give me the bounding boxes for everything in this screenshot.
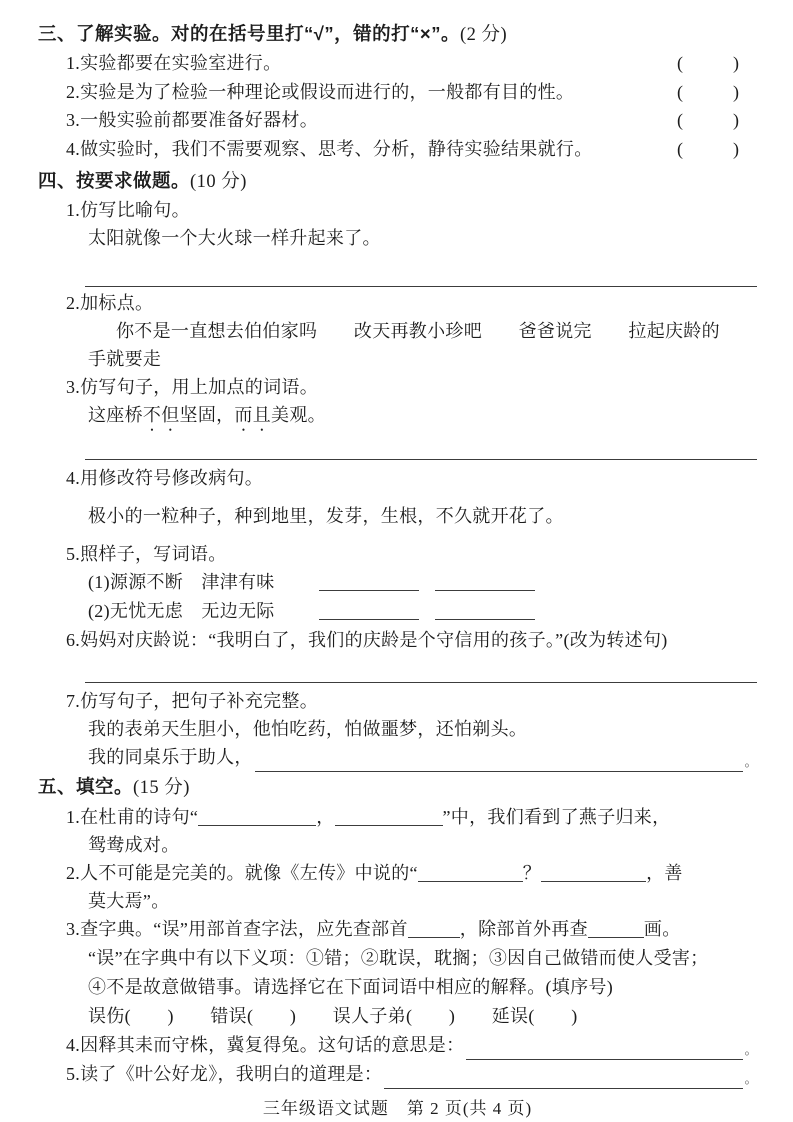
section4-title: 四、按要求做题。 [38,170,191,191]
q5-2-line2: 莫大焉”。 [88,891,170,911]
close-paren: ) [733,110,739,130]
sentence-part: 这座桥 [88,405,143,425]
true-false-item-3 [66,106,757,135]
item-text: 1.实验都要在实验室进行。 [66,53,282,73]
stem-text: 2.人不可能是完美的。就像《左传》中说的“ [66,863,418,883]
stem-text: 1.在杜甫的诗句“ [66,807,199,827]
section3-title: 三、了解实验。对的在括号里打“√”，错的打“×”。 [38,23,460,44]
section5-title: 五、填空。 [38,776,134,797]
word-examples: (1)源源不断 津津有味 [88,572,275,592]
answer-blank [319,572,419,591]
true-false-item-1 [66,49,757,78]
answer-blank [319,601,419,620]
answer-blank [335,807,443,826]
open-paren: ( [677,138,683,159]
open-paren: ( [677,110,683,130]
stem-text: ，除部首外再查 [459,919,588,939]
q5-1-line1 [66,803,757,831]
q4-2-sentence-line1: 你不是一直想去伯伯家吗 改天再教小珍吧 爸爸说完 拉起庆龄的 [116,321,720,341]
close-paren: ) [733,81,739,102]
answer-blank [418,863,523,882]
q4-2-sentence-line2: 手就要走 [88,349,162,369]
true-false-item-4 [66,135,757,164]
stem-text: 5.读了《叶公好龙》，我明白的道理是： [66,1064,383,1084]
q4-1-label: 1.仿写比喻句。 [66,200,190,220]
open-paren: ( [677,53,683,73]
answer-brackets [677,78,739,107]
answer-blank [588,919,644,938]
emphasized-word: 不但 [142,405,180,425]
open-paren: ( [677,81,683,102]
q4-1-example: 太阳就像一个大火球一样升起来了。 [88,228,381,248]
answer-fill-line [384,1066,742,1089]
q5-2-line1 [66,859,757,887]
answer-blank [435,601,535,620]
answer-blank [198,807,316,826]
section4-score: (10 分) [190,172,247,192]
q5-1-line2: 鸳鸯成对。 [88,835,180,855]
item-text: 2.实验是为了检验一种理论或假设而进行的，一般都有目的性。 [66,81,575,102]
period: 。 [744,1072,757,1086]
period: 。 [744,1043,757,1057]
q5-3-line3: ④不是故意做错事。请选择它在下面词语中相应的解释。(填序号) [88,977,613,997]
answer-brackets [677,106,739,135]
answer-fill-line [466,1037,742,1060]
answer-blank [408,919,460,938]
stem-text: 3.查字典。“误”用部首查字法，应先查部首 [66,919,408,939]
sentence-part: 美观。 [271,405,326,425]
close-paren: ) [733,138,739,159]
section4-heading [38,167,757,196]
q5-3-word-choices: 误伤( ) 错误( ) 误人子弟( ) 延误( ) [88,1006,578,1026]
q4-5-label: 5.照样子，写词语。 [66,544,227,564]
q4-4-sentence: 极小的一粒种子，种到地里，发芽，生根，不久就开花了。 [88,506,564,526]
stem-text: ”中，我们看到了燕子归来， [442,807,671,827]
q4-6-answer-line [85,666,757,683]
answer-blank [541,863,646,882]
close-paren: ) [733,53,739,73]
q4-3-label: 3.仿写句子，用上加点的词语。 [66,377,318,397]
q4-3-answer-line [85,443,757,460]
q4-7-example: 我的表弟天生胆小，他怕吃药，怕做噩梦，还怕剃头。 [88,719,528,739]
section3-heading [38,20,757,49]
q5-3-line2: “误”在字典中有以下义项：①错；②耽误，耽搁；③因自己做错而使人受害； [88,948,709,968]
q4-7-label: 7.仿写句子，把句子补充完整。 [66,691,318,711]
q4-3-example-sentence [88,401,757,435]
stem-text: ，善 [646,863,683,883]
sentence-stem: 我的同桌乐于助人， [88,747,253,767]
comma: ， [316,807,335,827]
answer-blank [435,572,535,591]
answer-brackets [677,135,739,164]
q4-4-label: 4.用修改符号修改病句。 [66,468,264,488]
q4-5-row2 [88,597,757,626]
q5-4-line [66,1031,757,1060]
footer-page-info: 三年级语文试题 第 2 页(共 4 页) [262,1099,533,1118]
stem-text: 画。 [643,919,681,939]
answer-brackets [677,49,739,78]
item-text: 4.做实验时，我们不需要观察、思考、分析，静待实验结果就行。 [66,138,593,159]
emphasized-word: 而且 [234,405,272,425]
q4-5-row1 [88,568,757,597]
q5-3-line1 [66,915,757,944]
period: 。 [744,755,757,769]
stem-text: 4.因释其耒而守株，冀复得兔。这句话的意思是： [66,1035,465,1055]
section3-score: (2 分) [459,25,508,45]
q4-6-label: 6.妈妈对庆龄说：“我明白了，我们的庆龄是个守信用的孩子。”(改为转述句) [66,630,668,650]
q5-5-line [66,1060,757,1089]
sentence-part: 坚固， [179,405,235,425]
q4-1-answer-line [85,270,757,287]
section5-heading [38,772,757,803]
section5-score: (15 分) [133,778,190,798]
q4-2-label: 2.加标点。 [66,293,154,313]
true-false-item-2 [66,78,757,107]
q4-7-completion-line [88,743,757,772]
question-mark: ？ [522,863,542,883]
answer-fill-line [255,749,743,772]
word-examples: (2)无忧无虑 无边无际 [88,601,275,621]
item-text: 3.一般实验前都要准备好器材。 [66,110,318,130]
